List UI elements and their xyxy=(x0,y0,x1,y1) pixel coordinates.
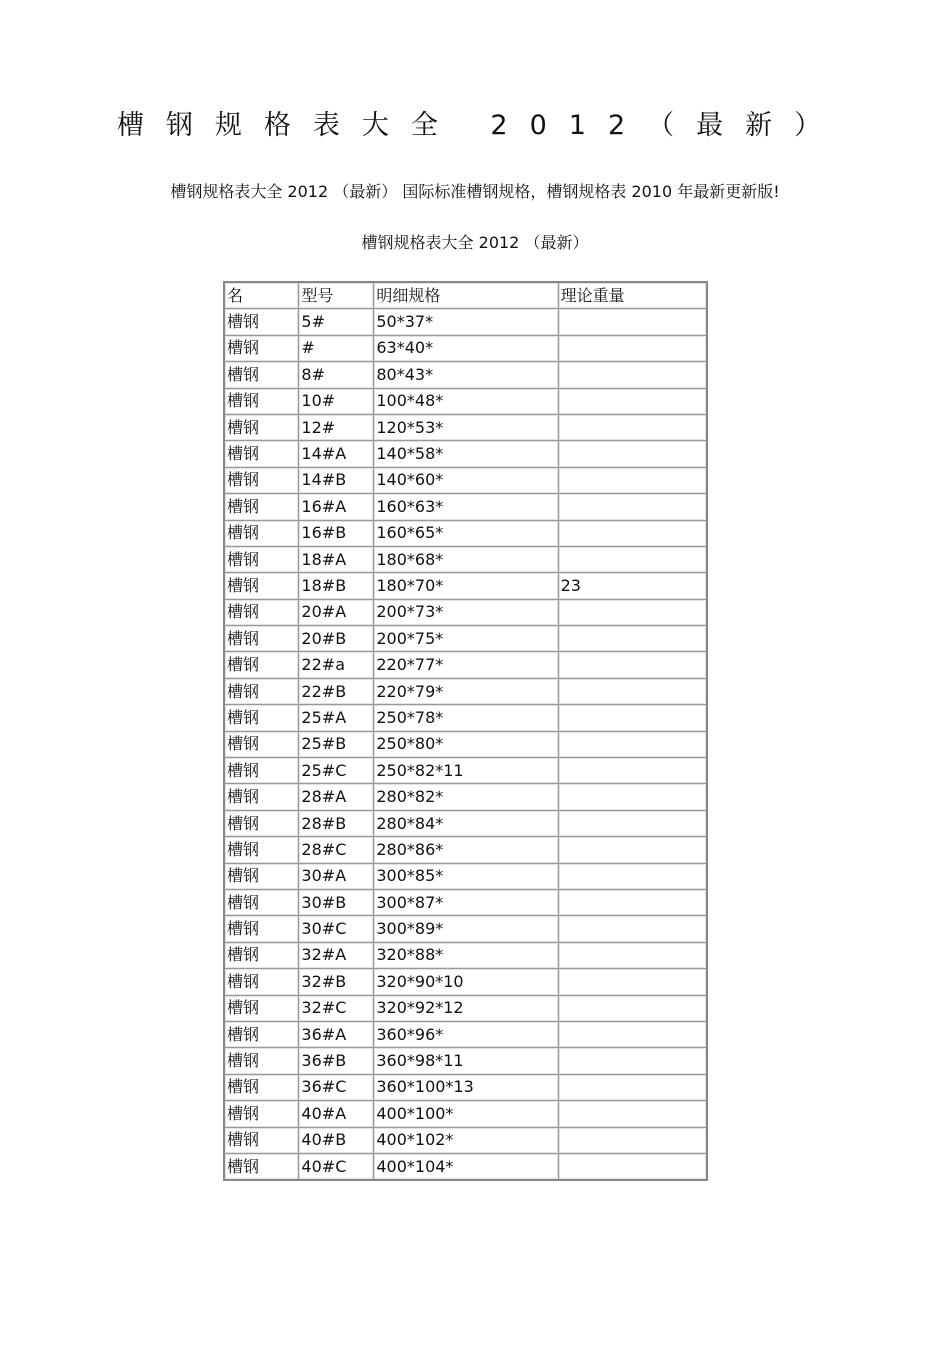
cell-model: 12# xyxy=(299,414,374,440)
cell-model: 10# xyxy=(299,388,374,414)
cell-spec: 120*53* xyxy=(374,414,558,440)
cell-name: 槽钢 xyxy=(224,546,299,572)
cell-spec: 220*77* xyxy=(374,652,558,678)
cell-model: 32#C xyxy=(299,995,374,1021)
cell-spec: 200*75* xyxy=(374,626,558,652)
cell-spec: 400*100* xyxy=(374,1101,558,1127)
table-row xyxy=(224,916,707,942)
cell-name: 槽钢 xyxy=(224,995,299,1021)
header-name: 名 xyxy=(224,282,299,309)
cell-name: 槽钢 xyxy=(224,731,299,757)
table-row xyxy=(224,731,707,757)
table-row xyxy=(224,1101,707,1127)
cell-spec: 400*102* xyxy=(374,1127,558,1153)
table-row xyxy=(224,942,707,968)
cell-model: # xyxy=(299,335,374,361)
cell-weight xyxy=(558,388,707,414)
cell-model: 28#A xyxy=(299,784,374,810)
cell-spec: 220*79* xyxy=(374,678,558,704)
cell-weight xyxy=(558,494,707,520)
table-row xyxy=(224,863,707,889)
cell-spec: 320*90*10 xyxy=(374,969,558,995)
cell-spec: 250*80* xyxy=(374,731,558,757)
cell-weight xyxy=(558,758,707,784)
cell-spec: 300*87* xyxy=(374,889,558,915)
cell-name: 槽钢 xyxy=(224,362,299,388)
cell-name: 槽钢 xyxy=(224,942,299,968)
header-model: 型号 xyxy=(299,282,374,309)
table-row xyxy=(224,1153,707,1180)
table-row xyxy=(224,678,707,704)
cell-name: 槽钢 xyxy=(224,388,299,414)
cell-weight xyxy=(558,1153,707,1180)
table-row xyxy=(224,1127,707,1153)
cell-spec: 280*84* xyxy=(374,810,558,836)
cell-model: 20#A xyxy=(299,599,374,625)
cell-model: 25#A xyxy=(299,705,374,731)
cell-name: 槽钢 xyxy=(224,520,299,546)
cell-model: 36#A xyxy=(299,1021,374,1047)
cell-name: 槽钢 xyxy=(224,678,299,704)
cell-name: 槽钢 xyxy=(224,1021,299,1047)
cell-model: 40#A xyxy=(299,1101,374,1127)
cell-spec: 300*89* xyxy=(374,916,558,942)
table-row xyxy=(224,837,707,863)
cell-spec: 140*58* xyxy=(374,441,558,467)
cell-weight xyxy=(558,1127,707,1153)
cell-weight xyxy=(558,995,707,1021)
cell-name: 槽钢 xyxy=(224,626,299,652)
table-row xyxy=(224,1021,707,1047)
table-header-row xyxy=(224,282,707,309)
cell-model: 40#B xyxy=(299,1127,374,1153)
cell-spec: 50*37* xyxy=(374,309,558,335)
cell-model: 8# xyxy=(299,362,374,388)
cell-weight xyxy=(558,1101,707,1127)
cell-spec: 360*100*13 xyxy=(374,1074,558,1100)
cell-name: 槽钢 xyxy=(224,335,299,361)
cell-spec: 140*60* xyxy=(374,467,558,493)
cell-weight xyxy=(558,1074,707,1100)
cell-spec: 100*48* xyxy=(374,388,558,414)
cell-weight xyxy=(558,599,707,625)
cell-weight xyxy=(558,414,707,440)
cell-name: 槽钢 xyxy=(224,652,299,678)
cell-model: 14#B xyxy=(299,467,374,493)
table-row xyxy=(224,573,707,599)
cell-name: 槽钢 xyxy=(224,969,299,995)
cell-weight xyxy=(558,652,707,678)
cell-model: 28#C xyxy=(299,837,374,863)
cell-weight xyxy=(558,1048,707,1074)
cell-model: 36#B xyxy=(299,1048,374,1074)
cell-name: 槽钢 xyxy=(224,837,299,863)
table-row xyxy=(224,388,707,414)
cell-weight xyxy=(558,916,707,942)
cell-weight xyxy=(558,784,707,810)
cell-weight xyxy=(558,520,707,546)
cell-name: 槽钢 xyxy=(224,916,299,942)
cell-name: 槽钢 xyxy=(224,1048,299,1074)
cell-weight xyxy=(558,546,707,572)
cell-model: 18#A xyxy=(299,546,374,572)
cell-weight xyxy=(558,309,707,335)
cell-weight xyxy=(558,626,707,652)
cell-spec: 80*43* xyxy=(374,362,558,388)
table-row xyxy=(224,1048,707,1074)
cell-spec: 280*82* xyxy=(374,784,558,810)
cell-model: 25#B xyxy=(299,731,374,757)
cell-name: 槽钢 xyxy=(224,467,299,493)
cell-name: 槽钢 xyxy=(224,863,299,889)
header-weight: 理论重量 xyxy=(558,282,707,309)
cell-name: 槽钢 xyxy=(224,1153,299,1180)
cell-name: 槽钢 xyxy=(224,573,299,599)
intro-paragraph: 槽钢规格表大全 2012 （最新） 国际标准槽钢规格，槽钢规格表 2010 年最新更新版! xyxy=(170,182,780,201)
cell-name: 槽钢 xyxy=(224,810,299,836)
table-row xyxy=(224,995,707,1021)
cell-weight xyxy=(558,362,707,388)
cell-weight xyxy=(558,335,707,361)
cell-weight xyxy=(558,678,707,704)
cell-weight xyxy=(558,1021,707,1047)
table-row xyxy=(224,494,707,520)
cell-weight xyxy=(558,467,707,493)
table-row xyxy=(224,467,707,493)
cell-spec: 160*63* xyxy=(374,494,558,520)
cell-spec: 320*88* xyxy=(374,942,558,968)
table-row xyxy=(224,758,707,784)
cell-spec: 400*104* xyxy=(374,1153,558,1180)
cell-name: 槽钢 xyxy=(224,1074,299,1100)
cell-spec: 360*96* xyxy=(374,1021,558,1047)
cell-model: 36#C xyxy=(299,1074,374,1100)
cell-spec: 250*82*11 xyxy=(374,758,558,784)
cell-spec: 63*40* xyxy=(374,335,558,361)
table-caption: 槽钢规格表大全 2012 （最新） xyxy=(361,233,589,252)
table-row xyxy=(224,1074,707,1100)
cell-spec: 250*78* xyxy=(374,705,558,731)
cell-name: 槽钢 xyxy=(224,441,299,467)
cell-spec: 360*98*11 xyxy=(374,1048,558,1074)
cell-weight xyxy=(558,837,707,863)
cell-model: 25#C xyxy=(299,758,374,784)
cell-model: 32#A xyxy=(299,942,374,968)
table-body xyxy=(224,309,707,1180)
cell-model: 32#B xyxy=(299,969,374,995)
table-row xyxy=(224,889,707,915)
cell-spec: 160*65* xyxy=(374,520,558,546)
channel-steel-spec-table xyxy=(223,281,708,1181)
cell-model: 22#B xyxy=(299,678,374,704)
cell-model: 28#B xyxy=(299,810,374,836)
cell-weight xyxy=(558,810,707,836)
table-row xyxy=(224,335,707,361)
table-row xyxy=(224,520,707,546)
cell-name: 槽钢 xyxy=(224,889,299,915)
table-row xyxy=(224,652,707,678)
cell-spec: 300*85* xyxy=(374,863,558,889)
table-row xyxy=(224,969,707,995)
cell-model: 5# xyxy=(299,309,374,335)
cell-model: 22#a xyxy=(299,652,374,678)
cell-name: 槽钢 xyxy=(224,494,299,520)
table-row xyxy=(224,362,707,388)
cell-model: 30#C xyxy=(299,916,374,942)
cell-name: 槽钢 xyxy=(224,414,299,440)
table-row xyxy=(224,441,707,467)
table-row xyxy=(224,414,707,440)
cell-spec: 280*86* xyxy=(374,837,558,863)
cell-name: 槽钢 xyxy=(224,705,299,731)
table-row xyxy=(224,784,707,810)
cell-weight xyxy=(558,863,707,889)
cell-model: 40#C xyxy=(299,1153,374,1180)
cell-model: 18#B xyxy=(299,573,374,599)
cell-weight xyxy=(558,705,707,731)
header-spec: 明细规格 xyxy=(374,282,558,309)
table-row xyxy=(224,546,707,572)
table-row xyxy=(224,705,707,731)
table-row xyxy=(224,309,707,335)
cell-name: 槽钢 xyxy=(224,784,299,810)
cell-name: 槽钢 xyxy=(224,309,299,335)
cell-model: 30#A xyxy=(299,863,374,889)
table-row xyxy=(224,626,707,652)
cell-model: 16#A xyxy=(299,494,374,520)
cell-name: 槽钢 xyxy=(224,1101,299,1127)
cell-weight xyxy=(558,969,707,995)
cell-model: 14#A xyxy=(299,441,374,467)
document-title: 槽钢规格表大全 2012（最新） xyxy=(116,110,844,141)
table-row xyxy=(224,810,707,836)
cell-name: 槽钢 xyxy=(224,758,299,784)
cell-weight xyxy=(558,441,707,467)
table-row xyxy=(224,599,707,625)
cell-weight xyxy=(558,731,707,757)
cell-weight xyxy=(558,889,707,915)
cell-spec: 200*73* xyxy=(374,599,558,625)
cell-weight: 23 xyxy=(558,573,707,599)
cell-weight xyxy=(558,942,707,968)
cell-spec: 320*92*12 xyxy=(374,995,558,1021)
cell-spec: 180*68* xyxy=(374,546,558,572)
cell-model: 20#B xyxy=(299,626,374,652)
cell-name: 槽钢 xyxy=(224,1127,299,1153)
cell-model: 30#B xyxy=(299,889,374,915)
cell-spec: 180*70* xyxy=(374,573,558,599)
cell-model: 16#B xyxy=(299,520,374,546)
cell-name: 槽钢 xyxy=(224,599,299,625)
